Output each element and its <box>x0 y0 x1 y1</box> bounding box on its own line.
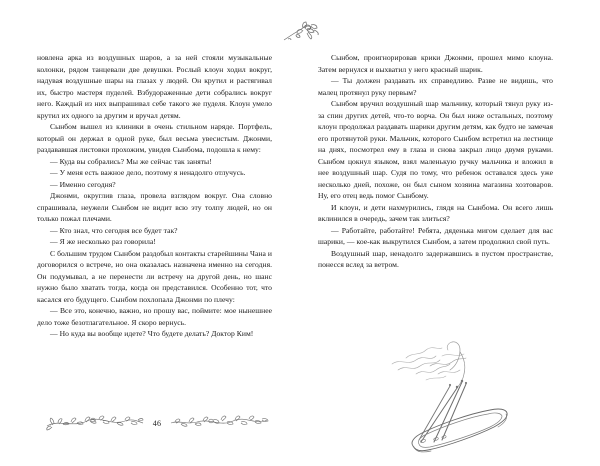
paragraph: Джонми, округлив глаза, провела взглядом вокруг. Она словно спрашивала, неужели Сынбом не видит всю эту толпу людей, но он только пожал плечами. <box>37 191 272 224</box>
floral-sprig-icon <box>278 19 322 43</box>
paragraph: С большим трудом Сынбом раздобыл контакты старейшины Чана и договорился о встрече, но она оказалась назначена именно на сегодня. Он подумывал, а не перенести ли встречу на другой день, но шанс нужно было хватать тогда, когда он представился. Особенно тот, что касался его будущего. Сынбом похлопала Джонми по плечу: <box>37 248 272 304</box>
paragraph: — Все это, конечно, важно, но прошу вас, поймите: мое нынешнее дело тоже безотлагательное. Я скоро вернусь. <box>37 306 272 327</box>
incense-burner-icon <box>386 336 561 460</box>
paragraph: Сынбом вышел из клиники в очень стильном наряде. Портфель, который он держал в одной руке, был весьма увесистым. Джонми, раздававшая листовки прохожим, увидев Сынбома, подошла к нему: <box>37 122 272 155</box>
paragraph: — Кто знал, что сегодня все будет так? <box>50 225 178 235</box>
paragraph: Воздушный шар, ненадолго задержавшись в пустом пространстве, понесся вслед за ветром. <box>318 248 553 270</box>
paragraph: — Работайте, работайте! Ребята, дяденька мигом сделает для вас шарики, — кое-как выкрутился Сынбом, а затем продолжил свой путь. <box>318 225 553 247</box>
chapter-illustration <box>386 336 561 460</box>
paragraph: — Я же несколько раз говорила! <box>50 237 156 247</box>
paragraph: — Именно сегодня? <box>50 179 116 189</box>
floral-vine-left-icon <box>45 412 145 434</box>
page-number: 46 <box>152 418 162 428</box>
paragraph: — Куда вы собрались? Мы же сейчас так заняты! <box>50 156 212 166</box>
paragraph: И клоун, и дети нахмурились, глядя на Сынбома. Он всего лишь вклинился в очередь, зачем так злиться? <box>318 202 553 224</box>
paragraph: Сынбом, проигнорировав крики Джонми, прошел мимо клоуна. Затем вернулся и выхватил у него красный шарик. <box>318 53 553 74</box>
floral-vine-right-icon <box>169 412 269 434</box>
paragraph: — У меня есть важное дело, поэтому я ненадолго отлучусь. <box>50 168 246 178</box>
paragraph: новлена арка из воздушных шаров, а за ней стояли музыкальные колонки, рядом танцевали две девушки. Рослый клоун ходил вокруг, надувая воздушные шары на глазах у людей. Он крутил и растягивал их, быстро мастеря пуделей. Взбудораженные дети собрались вокруг него. Каждый из них выпрашивал себе такого же пуделя. Клоун умело крутил их одного за другим и вручал детям. <box>37 53 272 120</box>
paragraph: — Но куда вы вообще идете? Что будете делать? Доктор Ким! <box>50 329 254 339</box>
paragraph: — Ты должен раздавать их справедливо. Разве не видишь, что малец протянул руку первым? <box>318 76 553 97</box>
paragraph: Сынбом вручил воздушный шар мальчику, который тянул руку из-за спин других детей, что-то ворча. Он был ниже остальных, поэтому клоун продолжал раздавать шарики другим детям, как будто не замечая его протянутой руки. Мальчик, которого Сынбом встретил на лестнице на днях, посмотрел ему в глаза и снова закрыл лицо двумя руками. Сынбом цокнул языком, взял маленькую ручку мальчика и вложил в нее воздушный шар. Судя по тому, что ребенок оставался здесь уже несколько дней, похоже, он был сыном хозяина магазина хозтоваров. Ну, его отец ведь помог Сынбому. <box>318 99 553 201</box>
page-footer <box>37 410 277 436</box>
top-ornament <box>0 18 600 44</box>
left-column <box>37 52 272 400</box>
